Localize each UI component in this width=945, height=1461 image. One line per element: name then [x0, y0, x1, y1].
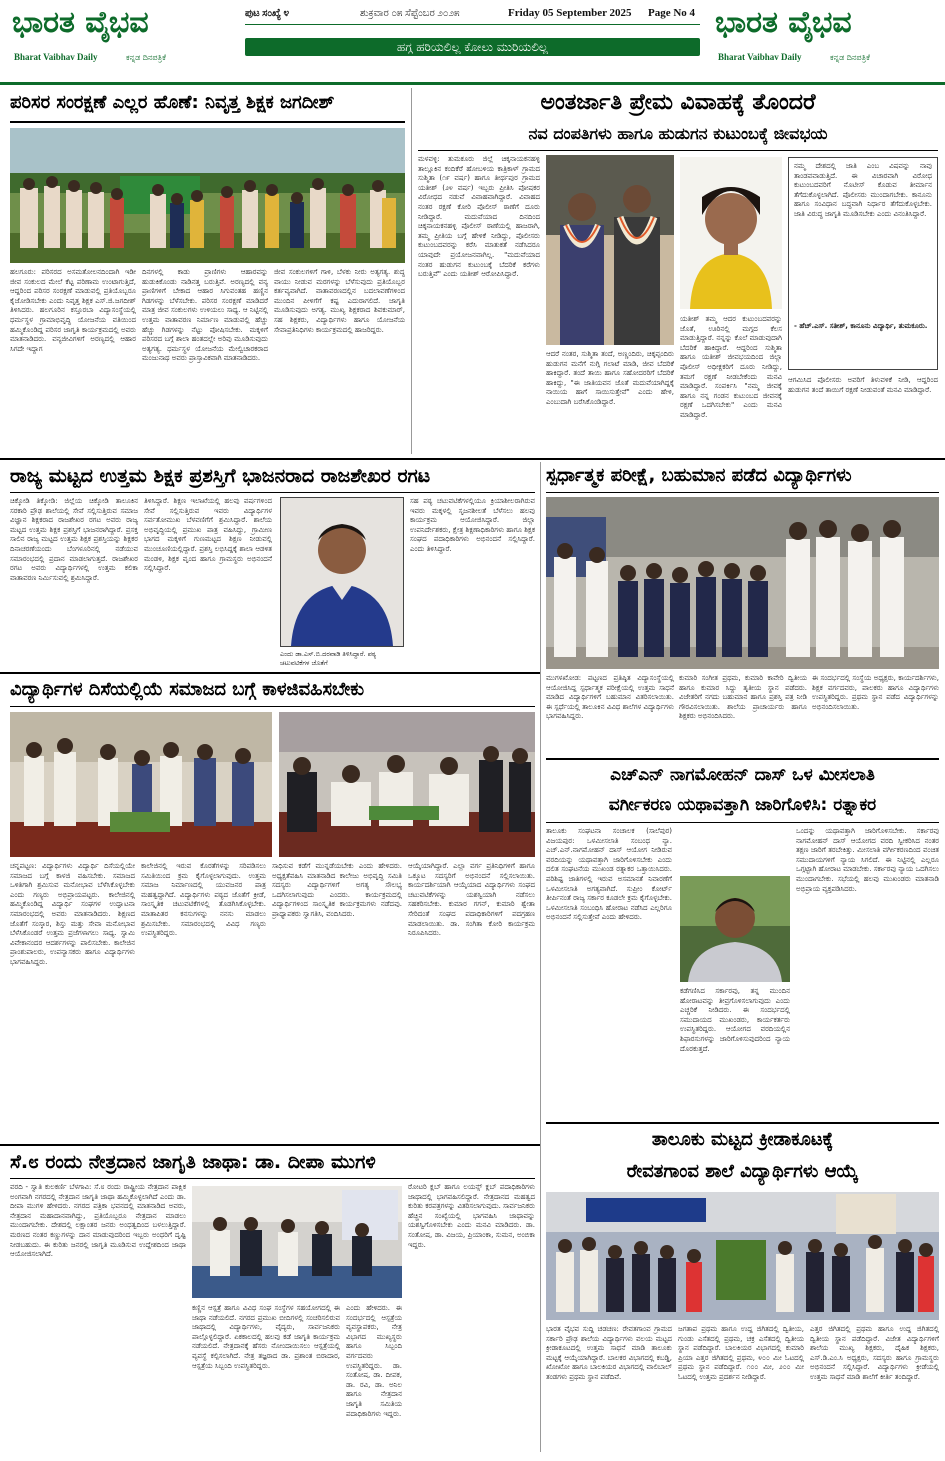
date-english: Friday 05 September 2025	[508, 7, 632, 19]
page-number: Page No 4	[648, 7, 696, 19]
a5-headline: ವಿದ್ಯಾರ್ಥಿಗಳ ದಿಸೆಯಲ್ಲಿಯೆ ಸಮಾಜದ ಬಗ್ಗೆ ಕಾಳಜಿವಹಿಸಬೇಕು	[10, 679, 365, 700]
a2-col1: ಮಳವಳ್ಳಿ: ತುಮಕೂರು ಜಿಲ್ಲೆ ಚಿಕ್ಕನಾಯಕನಹಳ್ಳಿ ತಾಲ್ಲೂಕಿನ ಕಂದಿಕೆರೆ ಹೋಬಳಿಯ ಕಾತ್ರಿಕಾಳ್ ಗ್ರಾಮದ ಸುಶ್ಮಿತಾ (೧೯ ವರ್ಷ) ಹಾಗೂ ತೀರ್ಥಪುರ ಗ್ರಾಮದ ಯತೀಶ್ (೨೪ ವರ್ಷ) ಇಬ್ಬರು ಪ್ರೀತಿಸಿ ಪೋಷಕರ ವಿರೋಧದ ನಡುವೆ ವಿವಾಹವಾಗಿದ್ದಾರೆ. ವಿವಾಹದ ನಂತರ ರಕ್ಷಣೆ ಕೋರಿ ಪೊಲೀಸ್ ಠಾಣೆಗೆ ದೂರು ನೀಡಿದ್ದಾರೆ. ಮದುವೆಯಾದ ದಿನದಿಂದ ಚಿಕ್ಕನಾಯಕನಹಳ್ಳಿ ಪೊಲೀಸ್ ಠಾಣೆಯಲ್ಲಿ ಹಾಜರಾಗಿ, ತಮ್ಮ ಪ್ರೀತಿಯ ಬಗ್ಗೆ ಹೇಳಿಕೆ ನೀಡಿದ್ದು, ಪೊಲೀಸರು ಕುಟುಂಬದವರನ್ನು ಕರೆಸಿ ಮಾತುಕತೆ ನಡೆಸಿದರೂ ಯಾವುದೇ ಪ್ರಯೋಜನವಾಗಿಲ್ಲ. "ಮದುವೆಯಾದ ನಂತರ ಹುಡುಗನ ಕುಟುಂಬಕ್ಕೆ ಬೆದರಿಕೆ ಕರೆಗಳು ಬರುತ್ತಿವೆ" ಎಂದು ಯತೀಶ್ ಆರೋಪಿಸಿದ್ದಾರೆ.	[418, 155, 540, 279]
a2-rule	[418, 150, 938, 151]
a2-box-text: ನಮ್ಮ ದೇಶದಲ್ಲಿ ಜಾತಿ ಎಂಬ ವಿಷವನ್ನು ನಾವು ತಾಂಡವವಾಡುತ್ತಿದೆ. ಈ ವಿಚಾರವಾಗಿ ವಿರೋಧ ಕುಟುಂಬದವರಿಗೆ ನೊಟೀಸ್ ಕೊಡುವ ತೀರ್ಮಾನ ತೆಗೆದುಕೊಳ್ಳಲಾಗಿದೆ. ಪೊಲೀಸರು ಮುಂದಾಗಬೇಕು. ಕಾನೂನು ಹಾಗೂ ಸಂವಿಧಾನ ಬದ್ಧವಾಗಿ ನಿರ್ಧಾರ ತೆಗೆದುಕೊಳ್ಳಬೇಕು. ಜಾತಿ ವಿರುದ್ಧ ಜಾಗೃತಿ ಮೂಡಿಸಬೇಕು ಎಂದು ವಿನಂತಿಸಿದ್ದಾರೆ.	[794, 162, 932, 218]
a3-photo-teacher	[280, 497, 404, 647]
a2-box-signature: - ಹೆಚ್.ಎಸ್. ಸತೀಶ್, ಕಾನೂನು ವಿದ್ಯಾರ್ಥಿ, ತುಮಕೂರು.	[794, 322, 928, 330]
a2-col3: ಯತೀಶ್ ತಮ್ಮ ಆದರ ಕುಟುಂಬದವರನ್ನು ಜೊತೆ, ಊರಿನಲ್ಲಿ ಮಗ್ಗದ ಕೆಲಸ ಮಾಡುತ್ತಿದ್ದಾರೆ. ನನ್ನನ್ನು ಕೊಲೆ ಮಾಡುವುದಾಗಿ ಬೆದರಿಕೆ ಹಾಕಿದ್ದಾರೆ. ಆದ್ದರಿಂದ ಸುಶ್ಮಿತಾ ಹಾಗೂ ಯತೀಶ್ ಜೀವಭಯದಿಂದ ಜಿಲ್ಲಾ ಪೊಲೀಸ್ ಅಧೀಕ್ಷಕರಿಗೆ ದೂರು ನೀಡಿದ್ದು, ತಮಗೆ ರಕ್ಷಣೆ ನೀಡಬೇಕೆಂದು ಮನವಿ ಮಾಡಿದ್ದಾರೆ. ಸಂಪರ್ಕಿಸಿ "ನಮ್ಮ ಜೀವಕ್ಕೆ ಹಾಗೂ ನನ್ನ ಗಂಡನ ಕುಟುಂಬದ ಜೀವನಕ್ಕೆ ರಕ್ಷಣೆ ಒದಗಿಸಬೇಕು" ಎಂದು ಮನವಿ ಮಾಡಿದ್ದಾರೆ.	[680, 315, 782, 419]
masthead-tagline-left: ಕನ್ನಡ ದಿನಪತ್ರಿಕೆ	[126, 53, 167, 62]
a3-col3: ಸಹ ಪಠ್ಯ ಚಟುವಟಿಕೆಗಳಲ್ಲಿಯೂ ಕ್ರಿಯಾಶೀಲರಾಗಿರುವ ಇವರು ಮಕ್ಕಳಲ್ಲಿ ಸೃಜನಶೀಲತೆ ಬೆಳೆಸಲು ಹಲವು ಕಾರ್ಯಕ್ರಮ ಆಯೋಜಿಸಿದ್ದಾರೆ. ಜಿಲ್ಲಾ ಉಪನಿರ್ದೇಶಕರು, ಕ್ಷೇತ್ರ ಶಿಕ್ಷಣಾಧಿಕಾರಿಗಳು ಹಾಗೂ ಶಿಕ್ಷಕ ಸಂಘದ ಪದಾಧಿಕಾರಿಗಳು ಅಭಿನಂದನೆ ಸಲ್ಲಿಸಿದ್ದಾರೆ. ಎಂದು ತಿಳಿಸಿದ್ದಾರೆ.	[410, 497, 535, 553]
a8-col2: ಕಣ್ಣಿನ ಆಸ್ಪತ್ರೆ ಹಾಗೂ ವಿವಿಧ ಸಂಘ ಸಂಸ್ಥೆಗಳ ಸಹಯೋಗದಲ್ಲಿ ಈ ಜಾಥಾ ನಡೆಯಲಿದೆ. ನಗರದ ಪ್ರಮುಖ ಬೀದಿಗಳಲ್ಲಿ ಸಂಚರಿಸಲಿರುವ ಜಾಥಾದಲ್ಲಿ ವಿದ್ಯಾರ್ಥಿಗಳು, ವೈದ್ಯರು, ಸಾರ್ವಜನಿಕರು ಪಾಲ್ಗೊಳ್ಳಲಿದ್ದಾರೆ. ಏಕಕಾಲದಲ್ಲಿ ಹಲವು ಕಡೆ ಜಾಗೃತಿ ಕಾರ್ಯಕ್ರಮ ನಡೆಯಲಿದೆ. ನೇತ್ರದಾನಕ್ಕೆ ಹೆಸರು ನೋಂದಾಯಿಸಲು ಆಸ್ಪತ್ರೆಯಲ್ಲಿ ವ್ಯವಸ್ಥೆ ಕಲ್ಪಿಸಲಾಗಿದೆ. ನೇತ್ರ ತಜ್ಞರಾದ ಡಾ. ಪ್ರಶಾಂತ ಬಿರಾದಾರ, ಆಸ್ಪತ್ರೆಯ ಸಿಬ್ಬಂದಿ ಉಪಸ್ಥಿತರಿದ್ದರು.	[192, 1304, 340, 1370]
slogan-band: ಹಗ್ಗ ಹರಿಯಲಿಲ್ಲ ಕೋಲು ಮುರಿಯಲಿಲ್ಲ	[245, 38, 700, 56]
a7-col2: ಜಗತಾಪ ಪ್ರಥಮ ಹಾಗೂ ಉದ್ದ ಜಿಗಿತದಲ್ಲಿ ದ್ವಿತೀಯ, ಗುಂಡು ಎಸೆತದಲ್ಲಿ ಪ್ರಥಮ, ಚಕ್ರ ಎಸೆತದಲ್ಲಿ ದ್ವಿತೀಯ ಸ್ಥಾನ ಪಡೆದಿದ್ದಾರೆ. ಬಾಲಕಿಯರ ವಿಭಾಗದಲ್ಲಿ ಕುಮಾರಿ ಪ್ರಿಯಾ ಎತ್ತರ ಜಿಗಿತದಲ್ಲಿ ಪ್ರಥಮ, ೪೦೦ ಮೀ ಓಟದಲ್ಲಿ ಪ್ರಥಮ ಸ್ಥಾನ ಪಡೆದಿದ್ದಾರೆ. ೧೦೦ ಮೀ, ೨೦೦ ಮೀ ಓಟದಲ್ಲಿ ಉತ್ತಮ ಪ್ರದರ್ಶನ ನೀಡಿದ್ದಾರೆ.	[678, 1325, 804, 1381]
a8-col3: ರೋಟರಿ ಕ್ಲಬ್ ಹಾಗೂ ಲಯನ್ಸ್ ಕ್ಲಬ್ ಪದಾಧಿಕಾರಿಗಳು ಜಾಥಾದಲ್ಲಿ ಭಾಗವಹಿಸಲಿದ್ದಾರೆ. ನೇತ್ರದಾನದ ಮಹತ್ವದ ಕುರಿತು ಕರಪತ್ರಗಳನ್ನು ವಿತರಿಸಲಾಗುವುದು. ಸಾರ್ವಜನಿಕರು ಹೆಚ್ಚಿನ ಸಂಖ್ಯೆಯಲ್ಲಿ ಭಾಗವಹಿಸಿ ಜಾಥಾವನ್ನು ಯಶಸ್ವಿಗೊಳಿಸಬೇಕು ಎಂದು ಮನವಿ ಮಾಡಿದರು. ಡಾ. ಸಂತೋಷ, ಡಾ. ವಿಜಯ, ಪ್ರಿಯಾಂಕಾ, ಸುಮನ, ಅಂಬಿಕಾ ಇದ್ದರು.	[408, 1183, 535, 1249]
a2-headline: ಅಂತರ್ಜಾತಿ ಪ್ರೇಮ ವಿವಾಹಕ್ಕೆ ತೊಂದರೆ	[540, 90, 816, 115]
a5-col2: ಕಾಲೇಜಿನಲ್ಲಿ ಇರುವ ಕೊರತೆಗಳನ್ನು ಸರಿಪಡಿಸಲು ಸಮಿತಿಯಿಂದ ಕ್ರಮ ಕೈಗೊಳ್ಳಲಾಗುವುದು. ಉತ್ತಮ ಸಮಾಜ ನಿರ್ಮಾಣದಲ್ಲಿ ಯುವಜನರ ಪಾತ್ರ ಮಹತ್ವದ್ದಾಗಿದೆ. ವಿದ್ಯಾರ್ಥಿಗಳು ಪಠ್ಯದ ಜೊತೆಗೆ ಕ್ರೀಡೆ, ಸಾಂಸ್ಕೃತಿಕ ಚಟುವಟಿಕೆಗಳಲ್ಲಿ ತೊಡಗಿಸಿಕೊಳ್ಳಬೇಕು. ಮಾತಾಪಿತರ ಕನಸುಗಳನ್ನು ನನಸು ಮಾಡಲು ಶ್ರಮಿಸಬೇಕು. ಸಮಾರಂಭದಲ್ಲಿ ವಿವಿಧ ಗಣ್ಯರು ಉಪಸ್ಥಿತರಿದ್ದರು.	[141, 862, 266, 938]
issue-info: ಪುಟ ಸಂಖ್ಯೆ ೪	[245, 8, 290, 19]
masthead-tagline-right: ಕನ್ನಡ ದಿನಪತ್ರಿಕೆ	[830, 53, 871, 62]
a6-subheadline: ವರ್ಗೀಕರಣ ಯಥಾವತ್ತಾಗಿ ಜಾರಿಗೊಳಿಸಿ: ರತ್ನಾಕರ	[608, 795, 877, 815]
masthead-bottom-rule	[0, 82, 945, 85]
date-kannada: ಶುಕ್ರವಾರ ೦೫ ಸೆಪ್ಟೆಂಬರ ೨೦೨೫	[360, 8, 460, 19]
a4-photo-students	[546, 497, 939, 669]
a1-col2: ದಿನಗಳಲ್ಲಿ ಕಾಡು ಪ್ರಾಣಿಗಳು ಆಹಾರವನ್ನು ಹುಡುಕಿಕೊಂಡು ನಾಡಿನತ್ತ ಬರುತ್ತಿವೆ. ಅರಣ್ಯದಲ್ಲಿ ವನ್ಯ ಪ್ರಾಣಿಗಳಿಗೆ ಬೇಕಾದ ಆಹಾರ ಸಿಗುವಂತಹ ಹಣ್ಣಿನ ಗಿಡಗಳನ್ನು ಬೆಳೆಸಬೇಕು. ಪರಿಸರ ಸಂರಕ್ಷಣೆ ಮಾಡಿದರೆ ಮಾತ್ರ ಜೀವ ಸಂಕುಲಗಳು ಉಳಿಯಲು ಸಾಧ್ಯ. ಆ ನಿಟ್ಟಿನಲ್ಲಿ ಉತ್ತಮ ವಾತಾವರಣ ನಿರ್ಮಾಣ ಮಾಡುವಲ್ಲಿ ಹೆಚ್ಚು ಹೆಚ್ಚು ಗಿಡಗಳನ್ನು ನೆಟ್ಟು ಪೋಷಿಸಬೇಕು. ಮಕ್ಕಳಿಗೆ ಪರಿಸರದ ಬಗ್ಗೆ ಶಾಲಾ ಹಂತದಲ್ಲೇ ಅರಿವು ಮೂಡಿಸುವುದು ಅತ್ಯಗತ್ಯ. ಧರ್ಮಸ್ಥಳ ಯೋಜನೆಯ ಮೇಲ್ವಿಚಾರಕರಾದ ಮಂಜುನಾಥ ಅವರು ಪ್ರಾಸ್ತಾವಿಕವಾಗಿ ಮಾತನಾಡಿದರು.	[142, 268, 268, 363]
masthead-subtitle-right: Bharat Vaibhav Daily	[718, 52, 802, 62]
a6-col1: ತಾಲೂಕು ಸಂಘಟನಾ ಸಂಚಾಲಕ (ಸಾಲೆಪುರ) ವಿಜಯಪುರ: ಒಳಮೀಸಲಾತಿ ಸಂಬಂಧ ನ್ಯಾ. ಎಚ್.ಎನ್.ನಾಗಮೋಹನ್ ದಾಸ್ ಆಯೋಗ ನೀಡಿರುವ ವರದಿಯನ್ನು ಯಥಾವತ್ತಾಗಿ ಜಾರಿಗೊಳಿಸಬೇಕು ಎಂದು ದಲಿತ ಸಂಘಟನೆಯ ಮುಖಂಡ ರತ್ನಾಕರ ಒತ್ತಾಯಿಸಿದರು. ಪರಿಶಿಷ್ಟ ಜಾತಿಗಳಲ್ಲಿ ಇರುವ ಅಸಮಾನತೆ ನಿವಾರಣೆಗೆ ಒಳಮೀಸಲಾತಿ ಅಗತ್ಯವಾಗಿದೆ. ಸುಪ್ರೀಂ ಕೋರ್ಟ್ ತೀರ್ಪಿನಂತೆ ರಾಜ್ಯ ಸರ್ಕಾರ ಕೂಡಲೇ ಕ್ರಮ ಕೈಗೊಳ್ಳಬೇಕು. ಒಳಮೀಸಲಾತಿ ಸಂಬಂಧಿಸಿ ಹೋರಾಟ ನಡೆಸಿದ ಎಲ್ಲರಿಗೂ ಅಭಿನಂದನೆ ಸಲ್ಲಿಸುತ್ತೇವೆ ಎಂದು ಹೇಳಿದರು.	[546, 827, 672, 922]
a3-caption: ಎಂದು ಡಾ.ಎಸ್.ಬಿ.ದರವಾಡಿ ತಿಳಿಸಿದ್ದಾರೆ. ಪಠ್ಯ ಚಟುವಟಿಕೆಗಳ ಜೊತೆಗೆ	[280, 650, 377, 667]
masthead-subtitle-left: Bharat Vaibhav Daily	[14, 52, 98, 62]
a8-col4: ಎಂದು ಹೇಳಿದರು. ಈ ಸಂದರ್ಭದಲ್ಲಿ ಆಸ್ಪತ್ರೆಯ ವ್ಯವಸ್ಥಾಪಕರು, ನೇತ್ರ ವಿಭಾಗದ ಮುಖ್ಯಸ್ಥರು ಹಾಗೂ ಸಿಬ್ಬಂದಿ ವರ್ಗದವರು ಉಪಸ್ಥಿತರಿದ್ದರು. ಡಾ. ಸಂತೋಷ, ಡಾ. ದೀಪಕ, ಡಾ. ರವಿ, ಡಾ. ಅನಿಲ ಹಾಗೂ ನೇತ್ರದಾನ ಜಾಗೃತಿ ಸಮಿತಿಯ ಪದಾಧಿಕಾರಿಗಳು ಇದ್ದರು.	[346, 1304, 402, 1418]
a6-col3: ಒಂದನ್ನು ಯಥಾವತ್ತಾಗಿ ಜಾರಿಗೊಳಿಸಬೇಕು. ಸರ್ಕಾರವು ನಾಗಮೋಹನ್ ದಾಸ್ ಆಯೋಗದ ವರದಿ ಸ್ವೀಕರಿಸಿದ ನಂತರ ತಕ್ಷಣ ಜಾರಿಗೆ ತರಬೇಕಿತ್ತು. ಮೀಸಲಾತಿ ವರ್ಗೀಕರಣದಿಂದ ವಂಚಿತ ಸಮುದಾಯಗಳಿಗೆ ನ್ಯಾಯ ಸಿಗಲಿದೆ. ಈ ನಿಟ್ಟಿನಲ್ಲಿ ಎಲ್ಲರೂ ಒಗ್ಗಟ್ಟಾಗಿ ಹೋರಾಟ ಮಾಡಬೇಕು. ಸರ್ಕಾರವು ನ್ಯಾಯ ಒದಗಿಸಲು ಮುಂದಾಗಬೇಕು. ಸಭೆಯಲ್ಲಿ ಹಲವು ಮುಖಂಡರು ಮಾತನಾಡಿ ಅಭಿಪ್ರಾಯ ವ್ಯಕ್ತಪಡಿಸಿದರು.	[796, 827, 939, 893]
a2-box-tail: ಆಗಮಿಸಿದ ಪೊಲೀಸರು ಅವರಿಗೆ ತಿಳುವಳಿಕೆ ನೀಡಿ, ಆದ್ದರಿಂದ ಹುಡುಗನ ತಂದೆ ತಾಯಿಗೆ ರಕ್ಷಣೆ ನೀಡುವಂತೆ ಮನವಿ ಮಾಡಿದ್ದಾರೆ.	[788, 376, 938, 394]
a4-col1: ಮುಗಳಖೋಡ: ಪಟ್ಟಣದ ಪ್ರತಿಷ್ಠಿತ ವಿದ್ಯಾಸಂಸ್ಥೆಯಲ್ಲಿ ಆಯೋಜಿಸಿದ್ದ ಸ್ಪರ್ಧಾತ್ಮಕ ಪರೀಕ್ಷೆಯಲ್ಲಿ ಉತ್ತಮ ಸಾಧನೆ ಮಾಡಿದ ವಿದ್ಯಾರ್ಥಿಗಳಿಗೆ ಬಹುಮಾನ ವಿತರಿಸಲಾಯಿತು. ಈ ಸ್ಪರ್ಧೆಯಲ್ಲಿ ತಾಲೂಕಿನ ವಿವಿಧ ಶಾಲೆಗಳ ವಿದ್ಯಾರ್ಥಿಗಳು ಭಾಗವಹಿಸಿದ್ದರು.	[546, 674, 674, 721]
a5-photo-guests	[279, 712, 535, 857]
divider-vertical-top	[411, 88, 412, 454]
a2-col2: ಆದರೆ ನಂತರ, ಸುಶ್ಮಿತಾ ತಂದೆ, ಅಣ್ಣಂದಿರು, ಚಿಕ್ಕಪ್ಪಂದಿರು ಹುಡುಗನ ಮನೆಗೆ ನುಗ್ಗಿ ಗಲಾಟೆ ಮಾಡಿ, ಜೀವ ಬೆದರಿಕೆ ಹಾಕಿದ್ದಾರೆ. ತಂದೆ ತಾಯಿ ಹಾಗೂ ಸಹೋದರರಿಗೆ ಬೆದರಿಕೆ ಹಾಕಿದ್ದು, "ಈ ಜಾತಿಯವನ ಜೊತೆ ಮದುವೆಯಾಗಿದ್ದಕ್ಕೆ ನಾಯಿಯ ಹಾಗೆ ಸಾಯಿಸುತ್ತೇವೆ" ಎಂದು ಹೇಳಿ, ಎಂಬುದಾಗಿ ಬರೆಸಿಕೊಂಡಿದ್ದಾರೆ.	[546, 350, 674, 406]
masthead-title-left: ಭಾರತ ವೈಭವ	[12, 5, 149, 40]
divider-horizontal-5	[0, 1144, 540, 1146]
a8-photo-press	[192, 1186, 402, 1298]
divider-horizontal-3	[546, 758, 939, 760]
a1-photo	[10, 128, 405, 263]
a1-headline: ಪರಿಸರ ಸಂರಕ್ಷಣೆ ಎಲ್ಲರ ಹೊಣೆ: ನಿವೃತ್ತ ಶಿಕ್ಷಕ ಜಗದೀಶ್	[10, 92, 335, 113]
a6-col2: ಕಡೆಗಣಿಸಿದ ಸರ್ಕಾರವು, ತನ್ನ ಮುಂದಿನ ಹೋರಾಟವನ್ನು ತೀವ್ರಗೊಳಿಸಲಾಗುವುದು ಎಂದು ಎಚ್ಚರಿಕೆ ನೀಡಿದರು. ಈ ಸಂದರ್ಭದಲ್ಲಿ ಸಮುದಾಯದ ಮುಖಂಡರು, ಕಾರ್ಯಕರ್ತರು ಉಪಸ್ಥಿತರಿದ್ದರು. ಆಯೋಗದ ವರದಿಯಲ್ಲಿನ ಶಿಫಾರಸುಗಳನ್ನು ಜಾರಿಗೊಳಿಸುವುದರಿಂದ ನ್ಯಾಯ ದೊರಕುತ್ತದೆ.	[680, 987, 790, 1053]
divider-horizontal-4	[546, 1122, 939, 1124]
a2-photo-bride	[680, 157, 782, 309]
a5-col1: ಚನ್ನಪಟ್ಟಣ: ವಿದ್ಯಾರ್ಥಿಗಳು ವಿದ್ಯಾರ್ಥಿ ದಿಸೆಯಲ್ಲಿಯೇ ಸಮಾಜದ ಬಗ್ಗೆ ಕಾಳಜಿ ವಹಿಸಬೇಕು. ಸಮಾಜದ ಒಳಿತಿಗಾಗಿ ಶ್ರಮಿಸುವ ಮನೋಭಾವ ಬೆಳೆಸಿಕೊಳ್ಳಬೇಕು ಎಂದು ಗಣ್ಯರು ಅಭಿಪ್ರಾಯಪಟ್ಟರು. ಕಾಲೇಜಿನಲ್ಲಿ ಹಮ್ಮಿಕೊಂಡಿದ್ದ ವಿದ್ಯಾರ್ಥಿ ಸಂಘಗಳ ಉದ್ಘಾಟನಾ ಸಮಾರಂಭದಲ್ಲಿ ಅವರು ಮಾತನಾಡಿದರು. ಶಿಕ್ಷಣದ ಜೊತೆಗೆ ಸಂಸ್ಕಾರ, ಶಿಸ್ತು ಮತ್ತು ಸೇವಾ ಮನೋಭಾವ ಬೆಳೆಸಿಕೊಂಡರೆ ಉತ್ತಮ ಪ್ರಜೆಗಳಾಗಲು ಸಾಧ್ಯ. ಸ್ವಾಮಿ ವಿವೇಕಾನಂದರ ಆದರ್ಶಗಳನ್ನು ಪಾಲಿಸಬೇಕು. ಕಾಲೇಜಿನ ಪ್ರಾಂಶುಪಾಲರು, ಉಪನ್ಯಾಸಕರು ಹಾಗೂ ವಿದ್ಯಾರ್ಥಿಗಳು ಭಾಗವಹಿಸಿದ್ದರು.	[10, 862, 135, 966]
a2-sidebar-box	[788, 157, 938, 370]
a4-rule	[546, 492, 939, 493]
a5-col3: ಸಾಧಿಸುವ ಕಡೆಗೆ ಮುನ್ನಡೆಯಬೇಕು ಎಂದು ಹೇಳಿದರು. ಅಧ್ಯಕ್ಷತೆವಹಿಸಿ ಮಾತನಾಡಿದ ಕಾಲೇಜು ಅಭಿವೃದ್ಧಿ ಸಮಿತಿ ಸದಸ್ಯರು ವಿದ್ಯಾರ್ಥಿಗಳಿಗೆ ಅಗತ್ಯ ಸೌಲಭ್ಯ ಒದಗಿಸಲಾಗುವುದು ಎಂದರು. ಕಾರ್ಯಕ್ರಮದಲ್ಲಿ ವಿದ್ಯಾರ್ಥಿಗಳಿಂದ ಸಾಂಸ್ಕೃತಿಕ ಕಾರ್ಯಕ್ರಮಗಳು ನಡೆದವು. ಪ್ರಾಧ್ಯಾಪಕರು ಸ್ವಾಗತಿಸಿ, ವಂದಿಸಿದರು.	[272, 862, 402, 918]
divider-horizontal-2	[0, 672, 540, 674]
a5-photo-stage	[10, 712, 272, 857]
a4-col2: ಕುಮಾರಿ ಸಂಗೀತ ಪ್ರಥಮ, ಕುಮಾರಿ ಕಾವೇರಿ ದ್ವಿತೀಯ ಹಾಗೂ ಕುಮಾರ ಸಿದ್ದು ತೃತೀಯ ಸ್ಥಾನ ಪಡೆದರು. ವಿಜೇತರಿಗೆ ನಗದು ಬಹುಮಾನ ಹಾಗೂ ಪ್ರಶಸ್ತಿ ಪತ್ರ ನೀಡಿ ಗೌರವಿಸಲಾಯಿತು. ಶಾಲೆಯ ಪ್ರಾಚಾರ್ಯರು ಹಾಗೂ ಶಿಕ್ಷಕರು ಅಭಿನಂದಿಸಿದರು.	[679, 674, 807, 721]
a7-photo-sports	[546, 1192, 939, 1320]
a7-col1: ಭಾರತ ವೈಭವ ಸುದ್ದಿ ಚಡಚಣ: ರೇವತಗಾಂವ ಗ್ರಾಮದ ಸರ್ಕಾರಿ ಪ್ರೌಢ ಶಾಲೆಯ ವಿದ್ಯಾರ್ಥಿಗಳು ವಲಯ ಮಟ್ಟದ ಕ್ರೀಡಾಕೂಟದಲ್ಲಿ ಉತ್ತಮ ಸಾಧನೆ ಮಾಡಿ ತಾಲೂಕು ಮಟ್ಟಕ್ಕೆ ಆಯ್ಕೆಯಾಗಿದ್ದಾರೆ. ಬಾಲಕರ ವಿಭಾಗದಲ್ಲಿ ಕಬಡ್ಡಿ, ಖೋಖೋ ಹಾಗೂ ಬಾಲಕಿಯರ ವಿಭಾಗದಲ್ಲಿ ವಾಲಿಬಾಲ್ ತಂಡಗಳು ಪ್ರಥಮ ಸ್ಥಾನ ಪಡೆದಿವೆ.	[546, 1325, 672, 1381]
a8-headline: ಸೆ.೮ ರಂದು ನೇತ್ರದಾನ ಜಾಗೃತಿ ಜಾಥಾ: ಡಾ. ದೀಪಾ ಮುಗಳಿ	[10, 1151, 376, 1173]
masthead	[0, 0, 945, 80]
a4-headline: ಸ್ಪರ್ಧಾತ್ಮಕ ಪರೀಕ್ಷೆ, ಬಹುಮಾನ ಪಡೆದ ವಿದ್ಯಾರ್ಥಿಗಳು	[546, 465, 852, 486]
a7-col3: ಎತ್ತರ ಜಿಗಿತದಲ್ಲಿ ಪ್ರಥಮ ಹಾಗೂ ಉದ್ದ ಜಿಗಿತದಲ್ಲಿ ದ್ವಿತೀಯ ಸ್ಥಾನ ಪಡೆದಿದ್ದಾರೆ. ವಿಜೇತ ವಿದ್ಯಾರ್ಥಿಗಳಿಗೆ ಶಾಲೆಯ ಮುಖ್ಯ ಶಿಕ್ಷಕರು, ದೈಹಿಕ ಶಿಕ್ಷಕರು, ಎಸ್.ಡಿ.ಎಂ.ಸಿ ಅಧ್ಯಕ್ಷರು, ಸದಸ್ಯರು ಹಾಗೂ ಗ್ರಾಮಸ್ಥರು ಅಭಿನಂದನೆ ಸಲ್ಲಿಸಿದ್ದಾರೆ. ವಿದ್ಯಾರ್ಥಿಗಳು ಕ್ರೀಡೆಯಲ್ಲಿ ಉತ್ತಮ ಸಾಧನೆ ಮಾಡಿ ಶಾಲೆಗೆ ಕೀರ್ತಿ ತಂದಿದ್ದಾರೆ.	[810, 1325, 939, 1381]
a4-col3: ಈ ಸಂದರ್ಭದಲ್ಲಿ ಸಂಸ್ಥೆಯ ಅಧ್ಯಕ್ಷರು, ಕಾರ್ಯದರ್ಶಿಗಳು, ಶಿಕ್ಷಕ ವರ್ಗದವರು, ಪಾಲಕರು ಹಾಗೂ ವಿದ್ಯಾರ್ಥಿಗಳು ಉಪಸ್ಥಿತರಿದ್ದರು. ಪ್ರಥಮ ಸ್ಥಾನ ಪಡೆದ ವಿದ್ಯಾರ್ಥಿಗಳನ್ನು ಅಭಿನಂದಿಸಲಾಯಿತು.	[812, 674, 939, 711]
a6-headline: ಎಚ್ಎನ್ ನಾಗಮೋಹನ್ ದಾಸ್ ಒಳ ಮೀಸಲಾತಿ	[610, 765, 875, 785]
divider-vertical-lower	[540, 672, 541, 1452]
a3-rule	[10, 492, 535, 493]
masthead-rule	[245, 24, 700, 25]
a5-col4: ಆಯ್ಕೆಯಾಗಿದ್ದಾರೆ. ಎಲ್ಲಾ ವರ್ಗ ಪ್ರತಿನಿಧಿಗಳಿಗೆ ಹಾಗೂ ಒಕ್ಕೂಟ ಸದಸ್ಯರಿಗೆ ಅಭಿನಂದನೆ ಸಲ್ಲಿಸಲಾಯಿತು. ಕಾರ್ಯದರ್ಶಿಯಾಗಿ ಆಯ್ಕೆಯಾದ ವಿದ್ಯಾರ್ಥಿಗಳು ಸಂಘದ ಚಟುವಟಿಕೆಗಳನ್ನು ಯಶಸ್ವಿಯಾಗಿ ನಡೆಸಲು ಸಹಕರಿಸಬೇಕು. ಕುಮಾರ ಗಗನ್, ಕುಮಾರಿ ಶ್ವೇತಾ ಸೇರಿದಂತೆ ಸಂಘದ ಪದಾಧಿಕಾರಿಗಳಿಗೆ ಪದಗ್ರಹಣ ಮಾಡಲಾಯಿತು. ಡಾ. ಸಂಗಿತಾ ಕೋರಿ ಕಾರ್ಯಕ್ರಮ ನಿರೂಪಿಸಿದರು.	[408, 862, 535, 938]
a8-rule	[10, 1178, 535, 1179]
a1-col1: ಹಲಗೂರು: ಪರಿಸರದ ಅಸಮತೋಲನದಿಂದಾಗಿ ಇಡೀ ಜೀವ ಸಂಕುಲದ ಮೇಲೆ ಕೆಟ್ಟ ಪರಿಣಾಮ ಉಂಟಾಗುತ್ತಿದೆ, ಆದ್ದರಿಂದ ಪರಿಸರ ಸಂರಕ್ಷಣೆ ಮಾಡುವಲ್ಲಿ ಪ್ರತಿಯೊಬ್ಬರೂ ಕೈಜೋಡಿಸಬೇಕು ಎಂದು ನಿವೃತ್ತ ಶಿಕ್ಷಕ ಎಸ್.ಜಿ.ಜಗದೀಶ್ ತಿಳಿಸಿದರು. ಹಲಗೂರಿನ ಕಸ್ತೂರಬಾ ವಿದ್ಯಾಸಂಸ್ಥೆಯಲ್ಲಿ ಧರ್ಮಸ್ಥಳ ಗ್ರಾಮಾಭಿವೃದ್ಧಿ ಯೋಜನೆಯ ವತಿಯಿಂದ ಹಮ್ಮಿಕೊಂಡಿದ್ದ ಪರಿಸರ ಜಾಗೃತಿ ಕಾರ್ಯಕ್ರಮದಲ್ಲಿ ಅವರು ಮಾತನಾಡಿದರು. ವನ್ಯಜೀವಿಗಳಿಗೆ ಅರಣ್ಯದಲ್ಲಿ ಆಹಾರ ಸಿಗದೇ ಇದ್ದಾಗ	[10, 268, 136, 353]
a8-col1: ವರದಿ - ಸ್ವಾತಿ ಕುಲಕರ್ಣಿ ಬೆಳಗಾವಿ: ಸೆ.೮ ರಂದು ರಾಷ್ಟ್ರೀಯ ನೇತ್ರದಾನ ಪಾಕ್ಷಿಕ ಅಂಗವಾಗಿ ನಗರದಲ್ಲಿ ನೇತ್ರದಾನ ಜಾಗೃತಿ ಜಾಥಾ ಹಮ್ಮಿಕೊಳ್ಳಲಾಗಿದೆ ಎಂದು ಡಾ. ದೀಪಾ ಮುಗಳಿ ಹೇಳಿದರು. ನಗರದ ಪತ್ರಿಕಾ ಭವನದಲ್ಲಿ ಮಾತನಾಡಿದ ಅವರು, ನೇತ್ರದಾನ ಮಹಾದಾನವಾಗಿದ್ದು, ಪ್ರತಿಯೊಬ್ಬರೂ ನೇತ್ರದಾನ ಮಾಡಲು ಮುಂದಾಗಬೇಕು. ದೇಶದಲ್ಲಿ ಲಕ್ಷಾಂತರ ಜನರು ಅಂಧತ್ವದಿಂದ ಬಳಲುತ್ತಿದ್ದಾರೆ. ಮರಣದ ನಂತರ ಕಣ್ಣುಗಳನ್ನು ದಾನ ಮಾಡುವುದರಿಂದ ಇಬ್ಬರು ಅಂಧರಿಗೆ ದೃಷ್ಟಿ ನೀಡಬಹುದು. ಈ ಕುರಿತು ಜನರಲ್ಲಿ ಜಾಗೃತಿ ಮೂಡಿಸುವ ಉದ್ದೇಶದಿಂದ ಜಾಥಾ ಆಯೋಜಿಸಲಾಗಿದೆ.	[10, 1183, 186, 1259]
a3-headline: ರಾಜ್ಯ ಮಟ್ಟದ ಉತ್ತಮ ಶಿಕ್ಷಕ ಪ್ರಶಸ್ತಿಗೆ ಭಾಜನರಾದ ರಾಜಶೇಖರ ರಗಟ	[10, 465, 431, 487]
a3-col1: ಚಿಕ್ಕೋಡಿ ತಿಕ್ಕೋಡಿ: ಜಿಲ್ಲೆಯ ಚಿಕ್ಕೋಡಿ ತಾಲೂಕಿನ ಸರಕಾರಿ ಪ್ರೌಢ ಶಾಲೆಯಲ್ಲಿ ಸೇವೆ ಸಲ್ಲಿಸುತ್ತಿರುವ ಸಮಾಜ ವಿಜ್ಞಾನ ಶಿಕ್ಷಕರಾದ ರಾಜಶೇಖರ ರಗಟ ಅವರು ರಾಜ್ಯ ಮಟ್ಟದ ಉತ್ತಮ ಶಿಕ್ಷಕ ಪ್ರಶಸ್ತಿಗೆ ಭಾಜನರಾಗಿದ್ದಾರೆ. ಪ್ರಸಕ್ತ ಸಾಲಿನ ರಾಜ್ಯ ಮಟ್ಟದ ಉತ್ತಮ ಶಿಕ್ಷಕ ಪ್ರಶಸ್ತಿಯನ್ನು ಶಿಕ್ಷಕರ ದಿನಾಚರಣೆಯಂದು ಬೆಂಗಳೂರಿನಲ್ಲಿ ನಡೆಯುವ ಸಮಾರಂಭದಲ್ಲಿ ಪ್ರದಾನ ಮಾಡಲಾಗುತ್ತದೆ. ರಾಜಶೇಖರ ರಗಟ ಅವರು ವಿದ್ಯಾರ್ಥಿಗಳಲ್ಲಿ ಉತ್ತಮ ಕಲಿಕಾ ವಾತಾವರಣ ನಿರ್ಮಿಸುವಲ್ಲಿ ಶ್ರಮಿಸಿದ್ದಾರೆ.	[10, 497, 138, 582]
a2-subheadline: ನವ ದಂಪತಿಗಳು ಹಾಗೂ ಹುಡುಗನ ಕುಟುಂಬಕ್ಕೆ ಜೀವಭಯ	[528, 124, 828, 143]
a6-rule	[546, 822, 939, 823]
a3-col2: ತಿಳಿಸಿದ್ದಾರೆ. ಶಿಕ್ಷಣ ಇಲಾಖೆಯಲ್ಲಿ ಹಲವು ವರ್ಷಗಳಿಂದ ಸೇವೆ ಸಲ್ಲಿಸುತ್ತಿರುವ ಇವರು ವಿದ್ಯಾರ್ಥಿಗಳ ಸರ್ವತೋಮುಖ ಬೆಳವಣಿಗೆಗೆ ಶ್ರಮಿಸಿದ್ದಾರೆ. ಶಾಲೆಯ ಅಭಿವೃದ್ಧಿಯಲ್ಲಿ ಪ್ರಮುಖ ಪಾತ್ರ ವಹಿಸಿದ್ದು, ಗ್ರಾಮೀಣ ಭಾಗದ ಮಕ್ಕಳಿಗೆ ಗುಣಮಟ್ಟದ ಶಿಕ್ಷಣ ನೀಡುವಲ್ಲಿ ಮುಂಚೂಣಿಯಲ್ಲಿದ್ದಾರೆ. ಪ್ರಶಸ್ತಿ ಲಭಿಸಿದ್ದಕ್ಕೆ ಶಾಲಾ ಆಡಳಿತ ಮಂಡಳಿ, ಶಿಕ್ಷಕ ವೃಂದ ಹಾಗೂ ಗ್ರಾಮಸ್ಥರು ಅಭಿನಂದನೆ ಸಲ್ಲಿಸಿದ್ದಾರೆ.	[144, 497, 272, 573]
divider-vertical-mid	[540, 462, 541, 672]
a1-col3: ಜೀವ ಸಂಕುಲಗಳಿಗೆ ಗಾಳಿ, ಬೆಳಕು ನೀರು ಅತ್ಯಗತ್ಯ. ಶುದ್ಧ ವಾಯು ನೀಡುವ ಮರಗಳನ್ನು ಬೆಳೆಸುವುದು ಪ್ರತಿಯೊಬ್ಬರ ಕರ್ತವ್ಯವಾಗಿದೆ. ವಾತಾವರಣದಲ್ಲಿನ ಬದಲಾವಣೆಗಳಿಂದ ಮುಂದಿನ ಪೀಳಿಗೆಗೆ ಕಷ್ಟ ಎದುರಾಗಲಿದೆ. ಜಾಗೃತಿ ಮೂಡಿಸುವುದು ಅಗತ್ಯ. ಮುಖ್ಯ ಶಿಕ್ಷಕರಾದ ಶಿವಕುಮಾರ್, ಸಹ ಶಿಕ್ಷಕರು, ವಿದ್ಯಾರ್ಥಿಗಳು ಹಾಗೂ ಯೋಜನೆಯ ಸೇವಾಪ್ರತಿನಿಧಿಗಳು ಕಾರ್ಯಕ್ರಮದಲ್ಲಿ ಹಾಜರಿದ್ದರು.	[274, 268, 405, 334]
masthead-title-right: ಭಾರತ ವೈಭವ	[715, 5, 852, 40]
a7-headline: ತಾಲೂಕು ಮಟ್ಟದ ಕ್ರೀಡಾಕೂಟಕ್ಕೆ	[651, 1129, 834, 1150]
a7-subheadline: ರೇವತಗಾಂವ ಶಾಲೆ ವಿದ್ಯಾರ್ಥಿಗಳು ಆಯ್ಕೆ	[626, 1161, 859, 1182]
a2-photo-couple	[546, 155, 674, 345]
a5-rule	[10, 706, 535, 707]
a1-rule	[10, 121, 405, 123]
divider-horizontal-1	[0, 458, 945, 460]
a6-photo-ratnakar	[680, 876, 790, 982]
